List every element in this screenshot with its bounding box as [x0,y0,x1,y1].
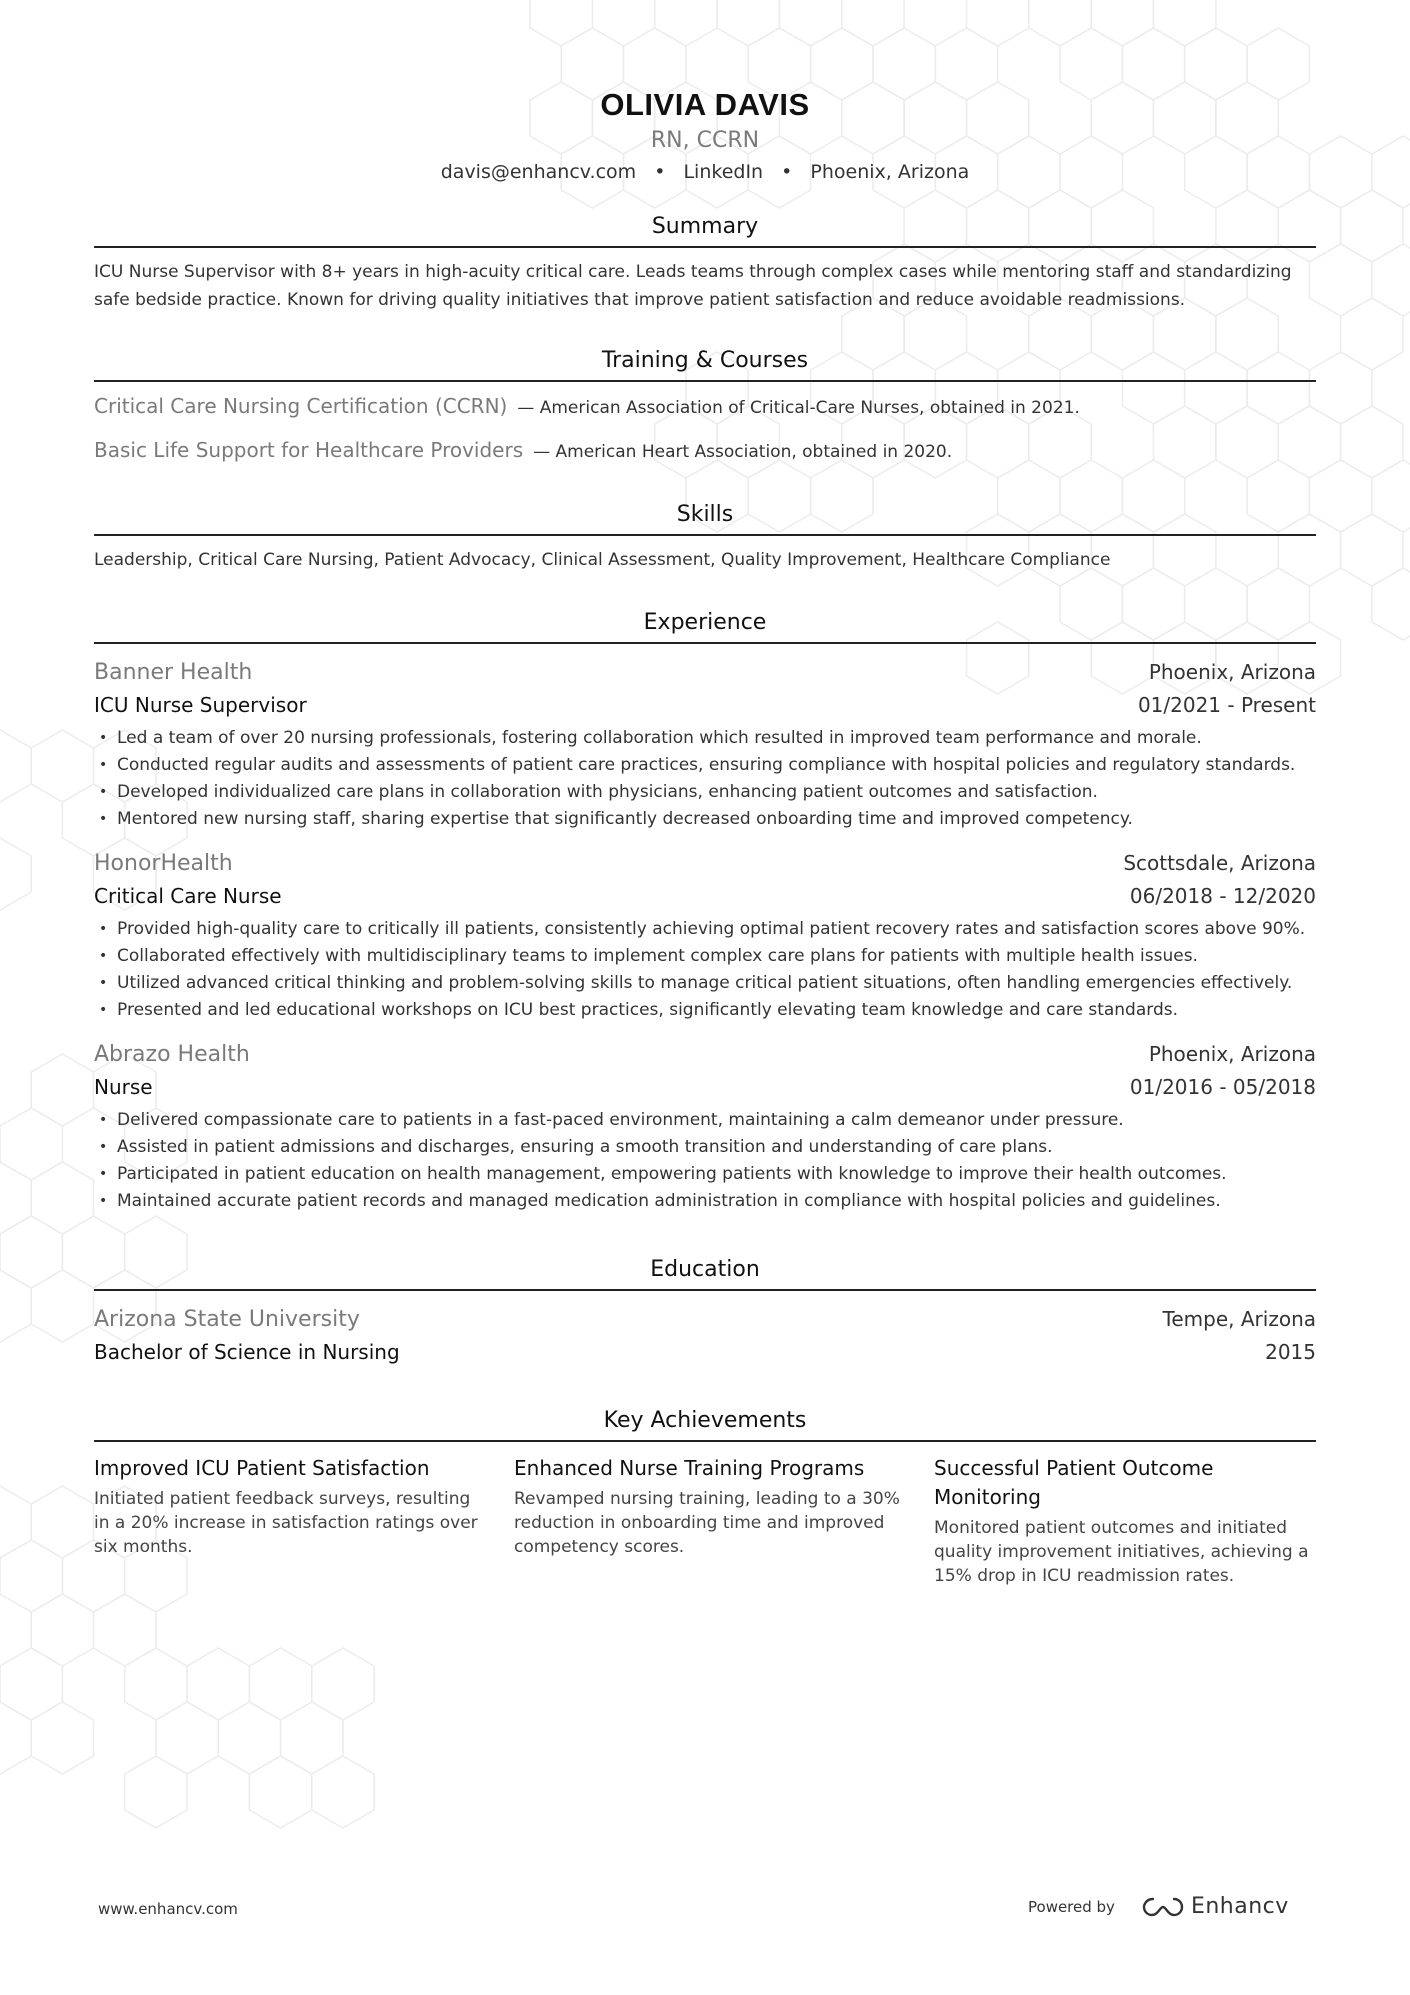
hexagon-shape [1372,136,1410,208]
course-item [94,394,1316,418]
summary-text: ICU Nurse Supervisor with 8+ years in high-acuity critical care. Leads teams through complex cases while mentoring staff and standardizing safe bedside practice. Known for driving quality initiatives that improve patient satisfaction and reduce avoidable readmissions. [94,262,1292,310]
training-section [94,346,1316,462]
hexagon-shape [0,730,31,802]
powered-by-label: Powered by [1028,1897,1115,1916]
hexagon-shape [218,1702,280,1774]
hexagon-shape [312,1648,374,1720]
school-location: Tempe, Arizona [1162,1307,1316,1331]
hexagon-shape [125,1648,187,1720]
hexagon-shape [1372,460,1410,532]
job-location: Scottsdale, Arizona [1123,851,1316,875]
hexagon-shape [1341,190,1403,262]
hexagon-shape [31,1162,93,1234]
hexagon-shape [0,1108,62,1180]
company-name: Abrazo Health [94,1042,250,1067]
skills-text: Leadership, Critical Care Nursing, Patient Advocacy, Clinical Assessment, Quality Improvement, Healthcare Compliance [94,550,1111,570]
hexagon-shape [187,1648,249,1720]
enhancv-logo-icon [1141,1895,1185,1919]
hexagon-shape [94,1594,156,1666]
job-bullets [94,916,1316,1024]
hexagon-shape [125,1756,187,1828]
bullet-item: • Conducted regular audits and assessments of patient care practices, ensuring compliance with hospital policies and regulatory standards. [94,752,1316,779]
hexagon-shape [249,1648,311,1720]
hexagon-shape [31,730,93,802]
email-link[interactable]: davis@enhancv.com [440,161,637,183]
summary-section [94,212,1316,314]
hexagon-shape [156,1702,218,1774]
bullet-item: • Presented and led educational workshops on ICU best practices, significantly elevating team knowledge and care standards. [94,997,1316,1024]
achievement-title: Successful Patient Outcome Monitoring [934,1456,1214,1509]
job-entry [94,1038,1316,1215]
location-text: Phoenix, Arizona [810,161,970,183]
section-title-skills: Skills [94,500,1316,536]
job-location: Phoenix, Arizona [1148,1042,1316,1066]
hexagon-shape [1341,406,1403,478]
achievements-section [94,1406,1316,1588]
job-entry [94,847,1316,1024]
bullet-item: • Collaborated effectively with multidisciplinary teams to implement complex care plans for patients with multiple health issues. [94,943,1316,970]
job-bullets [94,725,1316,833]
bullet-item: • Utilized advanced critical thinking and problem-solving skills to manage critical patient situations, often handling emergencies effectively. [94,970,1316,997]
course-name: Critical Care Nursing Certification (CCRN) [94,394,508,418]
hexagon-shape [1309,460,1371,532]
hexagon-shape [1309,136,1371,208]
achievement-item [934,1454,1316,1588]
hexagon-shape [0,1648,62,1720]
section-title-achievements: Key Achievements [94,1406,1316,1442]
hexagon-shape [1372,568,1410,640]
job-entry [94,656,1316,833]
candidate-credentials: RN, CCRN [650,128,760,153]
hexagon-shape [0,838,31,910]
hexagon-shape [0,1540,62,1612]
footer-website-link[interactable]: www.enhancv.com [98,1900,238,1918]
contact-separator: • [654,161,666,183]
hexagon-shape [1309,244,1371,316]
hexagon-shape [1341,298,1403,370]
candidate-name: OLIVIA DAVIS [600,87,810,122]
course-item [94,438,1316,462]
job-dates: 01/2016 - 05/2018 [1129,1075,1316,1099]
section-title-summary: Summary [94,212,1316,248]
hexagon-shape [31,1594,93,1666]
job-dates: 01/2021 - Present [1137,693,1316,717]
school-name: Arizona State University [94,1307,360,1332]
hexagon-shape [31,1054,93,1126]
linkedin-link[interactable]: LinkedIn [683,161,764,183]
bullet-item: • Assisted in patient admissions and discharges, ensuring a smooth transition and understanding of care plans. [94,1134,1316,1161]
job-role: Critical Care Nurse [94,884,282,908]
contact-separator: • [781,161,793,183]
achievement-desc: Monitored patient outcomes and initiated quality improvement initiatives, achieving a 15% drop in ICU readmission rates. [934,1518,1309,1586]
hexagon-shape [1309,352,1371,424]
hexagon-shape [0,1702,31,1774]
achievements-grid [94,1454,1316,1588]
bullet-item: • Delivered compassionate care to patients in a fast-paced environment, maintaining a calm demeanor under pressure. [94,1107,1316,1134]
degree-name: Bachelor of Science in Nursing [94,1340,400,1364]
graduation-year: 2015 [1265,1340,1316,1364]
hexagon-shape [281,1702,343,1774]
course-name: Basic Life Support for Healthcare Providers [94,438,524,462]
hexagon-shape [0,1486,31,1558]
course-desc: — American Heart Association, obtained in 2020. [533,442,953,462]
achievement-item [94,1454,514,1588]
footer-branding [1028,1894,1289,1919]
achievement-title: Enhanced Nurse Training Programs [514,1456,865,1480]
bullet-item: • Provided high-quality care to critically ill patients, consistently achieving optimal patient recovery rates and satisfaction scores above 90%. [94,916,1316,943]
resume-header [94,0,1316,186]
job-role: Nurse [94,1075,153,1099]
section-title-training: Training & Courses [94,346,1316,382]
hexagon-shape [0,1162,31,1234]
experience-section [94,608,1316,1215]
hexagon-shape [1341,514,1403,586]
achievement-desc: Initiated patient feedback surveys, resulting in a 20% increase in satisfaction ratings over six months. [94,1489,478,1557]
hexagon-shape [0,1216,62,1288]
hexagon-shape [31,1270,93,1342]
bullet-item: • Maintained accurate patient records and managed medication administration in compliance with hospital policies and guidelines. [94,1188,1316,1215]
achievement-title: Improved ICU Patient Satisfaction [94,1456,430,1480]
hexagon-shape [249,1756,311,1828]
skills-section [94,500,1316,572]
section-title-education: Education [94,1255,1316,1291]
hexagon-shape [312,1756,374,1828]
company-name: HonorHealth [94,851,233,876]
course-desc: — American Association of Critical-Care Nurses, obtained in 2021. [517,398,1080,418]
section-title-experience: Experience [94,608,1316,644]
company-name: Banner Health [94,660,253,685]
job-dates: 06/2018 - 12/2020 [1129,884,1316,908]
job-location: Phoenix, Arizona [1148,660,1316,684]
resume-page [94,0,1316,1588]
hexagon-shape [1372,244,1410,316]
bullet-item: • Mentored new nursing staff, sharing expertise that significantly decreased onboarding time and improved competency. [94,806,1316,833]
education-entry [94,1303,1316,1368]
education-section [94,1255,1316,1368]
bullet-item: • Led a team of over 20 nursing professionals, fostering collaboration which resulted in improved team performance and morale. [94,725,1316,752]
job-role: ICU Nurse Supervisor [94,693,307,717]
bullet-item: • Participated in patient education on health management, empowering patients with knowledge to improve their health outcomes. [94,1161,1316,1188]
bullet-item: • Developed individualized care plans in collaboration with physicians, enhancing patient outcomes and satisfaction. [94,779,1316,806]
contact-line [94,158,1316,186]
achievement-item [514,1454,934,1588]
hexagon-shape [0,1270,31,1342]
brand-name[interactable]: Enhancv [1190,1894,1289,1919]
hexagon-shape [31,1486,93,1558]
job-bullets [94,1107,1316,1215]
hexagon-shape [31,1702,93,1774]
achievement-desc: Revamped nursing training, leading to a 30% reduction in onboarding time and improved competency scores. [514,1489,900,1557]
